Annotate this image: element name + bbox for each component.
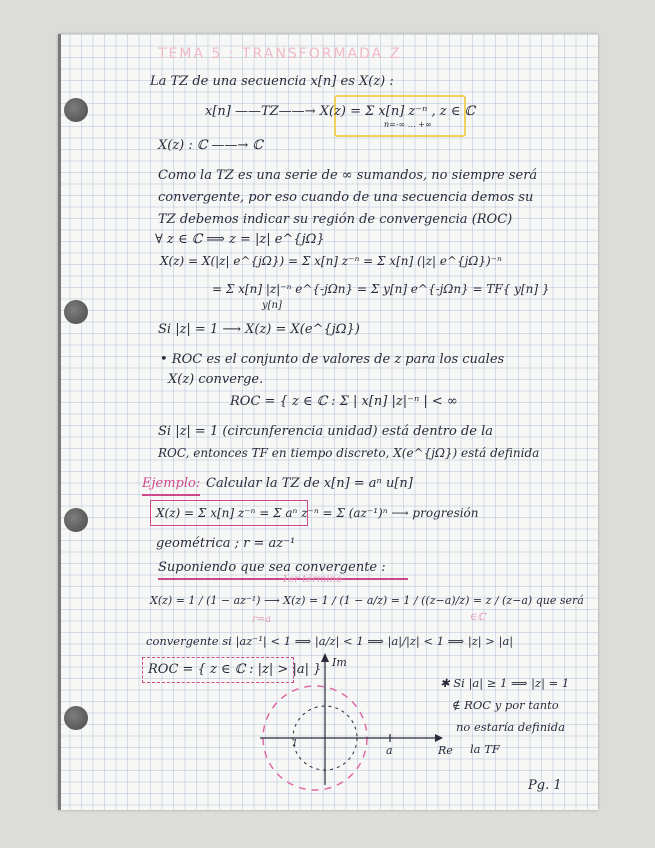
re-label: Re [438,744,453,757]
binder-hole [64,706,88,730]
text-line: X(z) converge. [168,372,264,387]
text-line: ROC, entonces TF en tiempo discreto, X(e^{jΩ}) está definida [158,446,540,460]
underbrace-label: y[n] [262,300,282,311]
one-label: 1 [292,739,298,749]
page-number: Pg. 1 [528,778,562,793]
text-line: X(z) : ℂ ——→ ℂ [158,138,263,153]
formula-line: = Σ x[n] |z|⁻ⁿ e^{-jΩn} = Σ y[n] e^{-jΩn} = TF{ y[n] } [212,282,550,296]
text-line: Suponiendo que sea convergente : [158,560,386,575]
page-title: TEMA 5 : TRANSFORMADA Z [158,46,402,62]
side-note: la TF [470,742,500,756]
binder-hole [64,508,88,532]
side-note: ∉ ROC y por tanto [452,698,559,712]
text-line: geométrica ; r = az⁻¹ [156,536,296,551]
text-line: convergente, por eso cuando de una secuencia demos su [158,190,534,205]
text-line: Si |z| = 1 ⟶ X(z) = X(e^{jΩ}) [158,322,360,337]
text-line: Si |z| = 1 (circunferencia unidad) está dentro de la [158,424,494,439]
im-label: Im [332,656,347,669]
roc-result: ROC = { z ∈ ℂ : |z| > |a| } [148,662,322,677]
sum-limits: n=-∞ … +∞ [384,120,432,129]
text-line: TZ debemos indicar su región de convergencia (ROC) [158,212,513,227]
margin-note: r=a [252,614,272,625]
formula-line: X(z) = 1 / (1 − az⁻¹) ⟶ X(z) = 1 / (1 − a/z) = 1 / ((z−a)/z) = z / (z−a) que será [150,594,584,607]
axis-arrow [321,653,329,662]
formula-line: ROC = { z ∈ ℂ : Σ | x[n] |z|⁻ⁿ | < ∞ [230,394,458,409]
page-binding-edge [58,34,61,810]
text-line: Calcular la TZ de x[n] = aⁿ u[n] [206,476,413,491]
side-note: no estaría definida [456,720,565,734]
axis-arrow [435,734,443,742]
formula-line: X(z) = X(|z| e^{jΩ}) = Σ x[n] z⁻ⁿ = Σ x[n] (|z| e^{jΩ})⁻ⁿ [160,254,502,268]
text-line: La TZ de una secuencia x[n] es X(z) : [150,74,394,89]
text-line: Como la TZ es una serie de ∞ sumandos, no siempre será [158,168,538,183]
formula-line: X(z) = Σ x[n] z⁻ⁿ = Σ aⁿ z⁻ⁿ = Σ (az⁻¹)ⁿ ⟶ progresión [156,506,479,520]
side-note: ✱ Si |a| ≥ 1 ⟹ |z| = 1 [440,676,570,690]
text-line: ∀ z ∈ ℂ ⟹ z = |z| e^{jΩ} [155,232,325,247]
binder-hole [64,300,88,324]
formula-tz: x[n] ——TZ——→ X(z) = Σ x[n] z⁻ⁿ , z ∈ ℂ [205,104,475,119]
formula-line: convergente si |az⁻¹| < 1 ⟹ |a/z| < 1 ⟹ |a|/|z| < 1 ⟹ |z| > |a| [146,634,514,648]
example-label: Ejemplo: [142,476,201,491]
margin-note: ∈ℂ [470,612,486,623]
a-label: a [386,744,393,757]
margin-note: 1er término [282,574,343,585]
binder-hole [64,98,88,122]
example-underline [142,494,200,496]
complex-plane-plot [250,650,453,790]
text-line: • ROC es el conjunto de valores de z para los cuales [160,352,505,367]
